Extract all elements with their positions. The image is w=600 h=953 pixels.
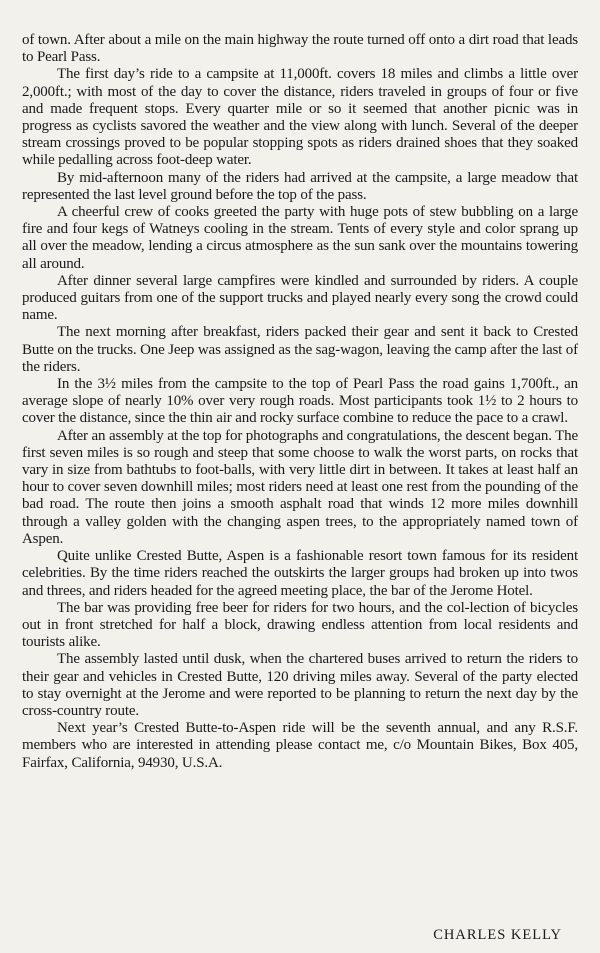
paragraph-4: A cheerful crew of cooks greeted the party with huge pots of stew bubbling on a large fire and four kegs of Watneys cooling in the stream. Tents of every style and color sprang up all over the meadow, lending a circus atmosphere as the sun sank over the mountains towering all around.: [22, 204, 578, 272]
paragraph-7: In the 3½ miles from the campsite to the top of Pearl Pass the road gains 1,700ft., an average slope of nearly 10% over very rough roads. Most participants took 1½ to 2 hours to cover the distance, since the thin air and rocky surface combine to reduce the pace to a crawl.: [22, 376, 578, 427]
paragraph-6: The next morning after breakfast, riders packed their gear and sent it back to Crested Butte on the trucks. One Jeep was assigned as the sag-wagon, leaving the camp after the last of the riders.: [22, 324, 578, 375]
paragraph-5: After dinner several large campfires were kindled and surrounded by riders. A couple produced guitars from one of the support trucks and played nearly every song the crowd could name.: [22, 272, 578, 324]
paragraph-3: By mid-afternoon many of the riders had arrived at the campsite, a large meadow that represented the last level ground before the top of the pass.: [22, 169, 578, 203]
paragraph-12: Next year’s Crested Butte-to-Aspen ride will be the seventh annual, and any R.S.F. members who are interested in attending please contact me, c/o Mountain Bikes, Box 405, Fairfax, California, 94930, U.S.A.: [22, 720, 578, 771]
paragraph-11: The assembly lasted until dusk, when the chartered buses arrived to return the riders to their gear and vehicles in Crested Butte, 120 driving miles away. Several of the party elected to stay overnight at the Jerome and were reported to be planning to return the next day by the cross-country route.: [22, 651, 578, 719]
article-body: [22, 32, 578, 772]
author-signature: CHARLES KELLY: [433, 927, 562, 943]
paragraph-1: of town. After about a mile on the main highway the route turned off onto a dirt road that leads to Pearl Pass.: [22, 32, 578, 66]
paragraph-9: Quite unlike Crested Butte, Aspen is a fashionable resort town famous for its resident celebrities. By the time riders reached the outskirts the larger groups had broken up into twos and threes, and riders headed for the agreed meeting place, the bar of the Jerome Hotel.: [22, 548, 578, 599]
paragraph-2: The first day’s ride to a campsite at 11,000ft. covers 18 miles and climbs a little over 2,000ft.; with most of the day to cover the distance, riders traveled in groups of four or five and made frequent stops. Every quarter mile or so it seemed that another picnic was in progress as cyclists savored the weather and the view along with lunch. Several of the deeper stream crossings proved to be popular stopping spots as riders drained shoes that they soaked while pedalling across foot-deep water.: [22, 66, 578, 169]
paragraph-10: The bar was providing free beer for riders for two hours, and the col-lection of bicycles out in front stretched for half a block, drawing endless attention from local residents and tourists alike.: [22, 599, 578, 651]
paragraph-8: After an assembly at the top for photographs and congratulations, the descent began. The first seven miles is so rough and steep that some choose to walk the worst parts, on rocks that vary in size from bathtubs to foot-balls, with very little dirt in between. It takes at least half an hour to cover seven downhill miles; most riders need at least one rest from the pounding of the bad road. The route then joins a smooth asphalt road that winds 12 more miles downhill through a valley golden with the changing aspen trees, to the appropriately named town of Aspen.: [22, 427, 578, 547]
